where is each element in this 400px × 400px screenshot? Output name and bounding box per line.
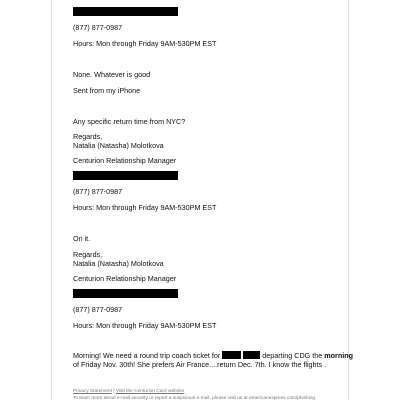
final-message [73, 351, 353, 369]
regards-text: Regards, [73, 250, 103, 259]
visit-website-link[interactable]: Visit the Centurion Card website [115, 389, 185, 394]
hours-text: Hours: Mon through Friday 9AM-530PM EST [73, 203, 217, 212]
footer-security-text: To learn more about e-mail security or report a suspicious e-mail, please visit us at [73, 396, 249, 400]
hours-text: Hours: Mon through Friday 9AM-530PM EST [73, 39, 217, 48]
message-text: of Friday Nov. 30th! She prefers Air France....return Dec. 7th. I know the flights . [73, 360, 327, 369]
sender-title: Centurion Relationship Manager [73, 274, 177, 283]
privacy-statement-link[interactable]: Privacy Statement [73, 389, 112, 394]
phone-number: (877) 877-0987 [73, 305, 123, 314]
regards-text: Regards, [73, 132, 103, 141]
message-text: departing CDG the [260, 351, 325, 360]
redaction-inline [222, 351, 241, 359]
redaction-bar [73, 289, 178, 298]
phishing-link[interactable]: americanexpress.com/phishing [248, 396, 316, 400]
hours-text: Hours: Mon through Friday 9AM-530PM EST [73, 321, 217, 330]
footer-links [73, 390, 184, 395]
reply-text: On it. [73, 234, 91, 243]
redaction-bar [73, 7, 178, 16]
message-bold-text: morning [324, 351, 353, 360]
sent-from-signature: Sent from my iPhone [73, 86, 141, 95]
sender-name: Natalia (Natasha) Molotkova [73, 141, 164, 150]
phone-number: (877) 877-0987 [73, 23, 123, 32]
redaction-bar [73, 171, 178, 180]
reply-text: None. Whatever is good [73, 70, 151, 79]
email-page [51, 0, 353, 400]
phone-number: (877) 877-0987 [73, 187, 123, 196]
sender-name: Natalia (Natasha) Molotkova [73, 259, 164, 268]
question-text: Any specific return time from NYC? [73, 117, 186, 126]
message-text: Morning! We need a round trip coach ticket for [73, 351, 223, 360]
sender-title: Centurion Relationship Manager [73, 156, 177, 165]
redaction-inline [243, 351, 260, 359]
footer-separator: | [111, 389, 116, 394]
